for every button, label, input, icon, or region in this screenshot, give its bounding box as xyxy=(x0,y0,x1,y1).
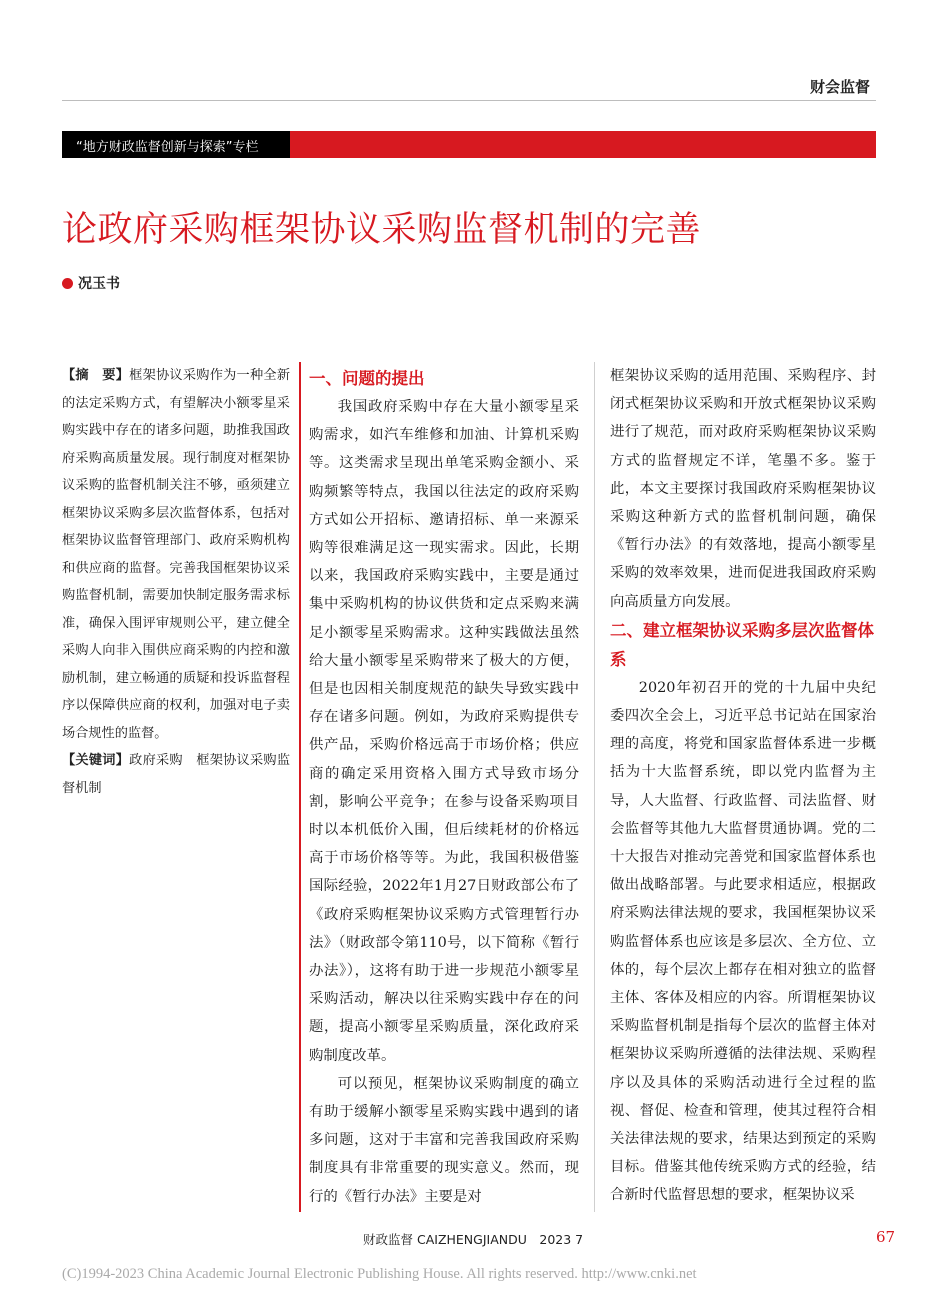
section-heading-2: 二、建立框架协议采购多层次监督体系 xyxy=(610,620,874,669)
article-title: 论政府采购框架协议采购监督机制的完善 xyxy=(62,210,702,250)
column-divider-gray xyxy=(594,362,595,1212)
abstract-text: 框架协议采购作为一种全新的法定采购方式，有望解决小额零星采购实践中存在的诸多问题，助推我国政府采购高质量发展。现行制度对框架协议采购的监督机制关注不够，亟须建立框架协议采购多层次监督体系，包括对框架协议监督管理部门、政府采购机构和供应商的监督。完善我国框架协议采购监督机制，需要加快制定服务需求标准，确保入围评审规则公平，建立健全采购人向非入围供应商采购的内控和激励机制，建立畅通的质疑和投诉监督程序以保障供应商的权利，加强对电子卖场合规性的监督。 xyxy=(62,368,291,741)
bullet-dot-icon xyxy=(62,278,73,289)
keywords-paragraph xyxy=(62,747,290,802)
keywords-text: 政府采购 框架协议采购监督机制 xyxy=(62,753,291,796)
abstract-paragraph xyxy=(62,362,290,747)
column-divider-red xyxy=(299,362,301,1212)
journal-footer: 财政监督 CAIZHENGJIANDU 2023 7 xyxy=(363,1232,584,1247)
author-row xyxy=(62,273,120,293)
header-divider xyxy=(62,100,876,101)
author-name: 况玉书 xyxy=(78,276,120,292)
body-column-middle xyxy=(309,364,579,1211)
abstract-tag: 【摘 要】 xyxy=(62,368,130,383)
body-paragraph: 2020年初召开的党的十九届中央纪委四次全会上，习近平总书记站在国家治理的高度，将党和国家监督体系进一步概括为十大监督系统，即以党内监督为主导，人大监督、行政监督、司法监督、财会监督等其他九大监督贯通协调。党的二十大报告对推动完善党和国家监督体系也做出战略部署。与此要求相适应，根据政府采购法律法规的要求，我国框架协议采购监督体系也应该是多层次、全方位、立体的，每个层次上都存在相对独立的监督主体、客体及相应的内容。所谓框架协议采购监督机制是指每个层次的监督主体对框架协议采购所遵循的法律法规、采购程序以及具体的采购活动进行全过程的监视、督促、检查和管理，使其过程符合相关法律法规的要求，结果达到预定的采购目标。借鉴其他传统采购方式的经验，结合新时代监督思想的要求，框架协议采 xyxy=(610,679,876,1204)
page-number: 67 xyxy=(876,1228,896,1246)
body-paragraph: 我国政府采购中存在大量小额零星采购需求，如汽车维修和加油、计算机采购等。这类需求呈现出单笔采购金额小、采购频繁等特点，我国以往法定的政府采购方式如公开招标、邀请招标、单一来源采购等很难满足这一现实需求。因此，长期以来，我国政府采购实践中，主要是通过集中采购机构的协议供货和定点采购来满足小额零星采购需求。这种实践做法虽然给大量小额零星采购带来了极大的方便，但是也因相关制度规范的缺失导致实践中存在诸多问题。例如，为政府采购提供专供产品，采购价格远高于市场价格；供应商的确定采用资格入围方式导致市场分割，影响公平竞争；在参与设备采购项目时以本机低价入围，但后续耗材的价格远高于市场价格等等。为此，我国积极借鉴国际经验，2022年1月27日财政部公布了《政府采购框架协议采购方式管理暂行办法》（财政部令第110号，以下简称《暂行办法》），这将有助于进一步规范小额零星采购活动，解决以往采购实践中存在的问题，提高小额零星采购质量，深化政府采购制度改革。 xyxy=(309,399,579,1064)
body-column-right xyxy=(610,362,876,1210)
keywords-tag: 【关键词】 xyxy=(62,753,130,768)
column-banner-red xyxy=(290,131,876,158)
body-paragraph: 可以预见，框架协议采购制度的确立有助于缓解小额零星采购实践中遇到的诸多问题，这对于丰富和完善我国政府采购制度具有非常重要的现实意义。然而，现行的《暂行办法》主要是对 xyxy=(309,1075,579,1205)
section-heading-1: 一、问题的提出 xyxy=(309,369,425,388)
body-paragraph-continued: 框架协议采购的适用范围、采购程序、封闭式框架协议采购和开放式框架协议采购进行了规范，而对政府采购框架协议采购方式的监督规定不详，笔墨不多。鉴于此，本文主要探讨我国政府采购框架协议采购这种新方式的监督机制问题，确保《暂行办法》的有效落地，提高小额零星采购的效率效果，进而促进我国政府采购向高质量方向发展。 xyxy=(610,368,876,610)
abstract-column xyxy=(62,362,290,802)
copyright-watermark: (C)1994-2023 China Academic Journal Electronic Publishing House. All rights reserved. http://www.cnki.net xyxy=(62,1266,697,1282)
column-label: “地方财政监督创新与探索”专栏 xyxy=(76,140,259,155)
section-label: 财会监督 xyxy=(810,78,871,96)
